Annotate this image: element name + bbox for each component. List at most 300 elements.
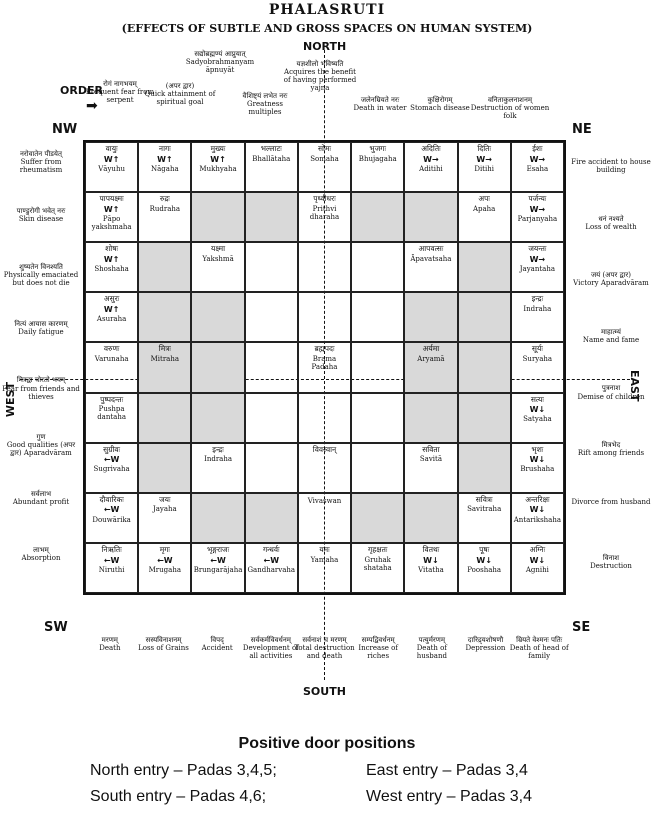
effect-devanagari: जयं (अपर द्वार) bbox=[590, 271, 632, 280]
grid-cell bbox=[138, 192, 191, 242]
effect-text: Absorption bbox=[21, 554, 61, 563]
cell-name: Brushaha bbox=[520, 465, 555, 474]
effect-devanagari: पाण्डुरोगी भवेत् नरः bbox=[16, 206, 66, 215]
north-entry: North entry – Padas 3,4,5; bbox=[90, 762, 277, 779]
effect-devanagari: जलेनम्रियते नरः bbox=[360, 96, 400, 104]
grid-cell bbox=[298, 192, 351, 242]
effect-text: Divorce from husband bbox=[571, 497, 651, 506]
cell-dev: जयः bbox=[159, 494, 171, 504]
cell-name: Shoshaha bbox=[94, 265, 129, 274]
grid-cell bbox=[138, 393, 191, 443]
cell-name: Varunaha bbox=[94, 355, 129, 364]
cell-name: Yakshmā bbox=[202, 254, 234, 263]
cell-dev: अदितिः bbox=[421, 144, 441, 153]
cell-dev: मुख्यः bbox=[210, 144, 226, 153]
grid-cell bbox=[85, 393, 138, 443]
grid-cell bbox=[351, 192, 404, 242]
cell-arrow: W↑ bbox=[157, 154, 173, 164]
grid-cell bbox=[298, 393, 351, 443]
effect-text: Victory Aparadvāram bbox=[573, 279, 649, 288]
effect-text: Loss of wealth bbox=[585, 222, 637, 231]
cell-dev: सुग्रीवः bbox=[103, 444, 121, 454]
effect-label bbox=[294, 636, 356, 660]
cell-name: Douwārika bbox=[92, 515, 131, 524]
grid-cell bbox=[458, 142, 511, 192]
cell-name: Sugrivaha bbox=[93, 465, 130, 474]
effect-devanagari: (अपर द्वार) bbox=[165, 82, 195, 90]
effect-text: Development of all activities bbox=[242, 644, 299, 661]
north-label: NORTH bbox=[303, 40, 347, 53]
grid-cell bbox=[511, 543, 564, 593]
grid-cell bbox=[458, 342, 511, 392]
cell-dev: शोषः bbox=[105, 244, 119, 254]
grid-cell bbox=[511, 443, 564, 493]
cell-name: Mrugaha bbox=[148, 565, 181, 574]
cell-dev: दौवारिकः bbox=[99, 494, 124, 504]
cell-name: Prithvi dharaha bbox=[309, 204, 340, 221]
cell-dev: वितथः bbox=[422, 544, 440, 554]
effect-text: Suffer from rheumatism bbox=[19, 158, 63, 175]
effect-label bbox=[570, 328, 652, 344]
cell-arrow: W↓ bbox=[529, 405, 546, 415]
cell-dev: गन्धर्वः bbox=[262, 544, 280, 554]
cell-dev: यमः bbox=[319, 544, 330, 554]
effect-devanagari: रोगं नागभयम् bbox=[103, 80, 137, 88]
grid-cell bbox=[351, 292, 404, 342]
effect-devanagari: पत्युर्मरणम् bbox=[418, 636, 446, 644]
cell-name: Gandharvaha bbox=[247, 565, 296, 574]
effect-text: Acquires the benefit of having performed yajna bbox=[283, 68, 357, 93]
cell-arrow: W→ bbox=[423, 154, 439, 164]
effect-label bbox=[2, 546, 80, 562]
grid-cell bbox=[511, 242, 564, 292]
effect-label bbox=[79, 636, 141, 652]
effect-text: Greatness multiples bbox=[247, 100, 283, 117]
effect-text: Death of head of family bbox=[509, 644, 569, 661]
grid-cell bbox=[458, 292, 511, 342]
effect-label bbox=[186, 636, 248, 652]
cell-arrow: W↓ bbox=[476, 555, 492, 565]
cell-name: Vivaswan bbox=[307, 496, 342, 505]
grid-cell bbox=[458, 192, 511, 242]
cell-dev: पूषः bbox=[479, 544, 490, 554]
cell-arrow: W→ bbox=[476, 154, 492, 164]
grid-cell bbox=[191, 292, 244, 342]
cell-dev: सोमः bbox=[317, 144, 331, 153]
effect-devanagari: दारिद्र्यशोषणौ bbox=[467, 636, 504, 644]
cell-dev: गृहक्षतः bbox=[368, 544, 388, 554]
cell-name: Aryamā bbox=[417, 355, 445, 364]
effect-devanagari: गुण bbox=[36, 433, 46, 442]
effect-text: Rift among friends bbox=[577, 449, 645, 458]
corner-ne: NE bbox=[572, 122, 592, 137]
cell-dev: भृङ्गराजः bbox=[206, 544, 230, 554]
effect-label bbox=[570, 554, 652, 570]
west-label: WEST bbox=[4, 382, 17, 418]
effect-devanagari: सर्वलाभ bbox=[30, 489, 52, 498]
cell-arrow: W↑ bbox=[103, 204, 120, 214]
grid-cell bbox=[191, 443, 244, 493]
cell-arrow: ←W bbox=[103, 455, 120, 465]
grid-cell bbox=[85, 142, 138, 192]
effect-devanagari: सम्पद्विवर्धनम् bbox=[361, 636, 395, 644]
grid-cell bbox=[351, 142, 404, 192]
cell-arrow: W↑ bbox=[103, 254, 120, 264]
cell-dev: पृथ्वीधरः bbox=[313, 194, 336, 204]
grid-cell bbox=[298, 142, 351, 192]
cell-arrow: ←W bbox=[103, 555, 120, 565]
corner-se: SE bbox=[572, 620, 591, 635]
grid-cell bbox=[404, 142, 457, 192]
footer-title: Positive door positions bbox=[238, 735, 416, 752]
cell-name: Vitatha bbox=[418, 565, 444, 574]
effect-devanagari: सर्वनाशं च मरणम् bbox=[302, 636, 347, 644]
effect-label bbox=[2, 433, 80, 457]
grid-cell bbox=[511, 192, 564, 242]
page-title: PHALASRUTI bbox=[268, 2, 386, 18]
grid-cell bbox=[245, 242, 298, 292]
effect-label bbox=[508, 636, 570, 660]
grid-cell bbox=[298, 543, 351, 593]
grid-cell bbox=[458, 543, 511, 593]
cell-name: Asuraha bbox=[96, 315, 127, 324]
effect-text: Destruction bbox=[590, 562, 632, 571]
grid-cell bbox=[191, 543, 244, 593]
effect-label bbox=[2, 150, 80, 174]
grid-cell bbox=[191, 342, 244, 392]
effect-devanagari: मित्रद्वा चोरतो भयम् bbox=[16, 376, 66, 385]
grid-cell bbox=[85, 493, 138, 543]
effect-label bbox=[570, 158, 652, 174]
effect-label bbox=[570, 384, 652, 400]
effect-label bbox=[347, 636, 409, 660]
grid-cell bbox=[404, 443, 457, 493]
effect-label bbox=[133, 636, 195, 652]
grid-cell bbox=[245, 192, 298, 242]
grid-cell bbox=[351, 242, 404, 292]
grid-cell bbox=[191, 142, 244, 192]
effect-text: Fire accident to house building bbox=[571, 158, 651, 175]
cell-dev: अन्तरिक्षः bbox=[525, 494, 550, 504]
effect-text: Accident bbox=[201, 644, 233, 653]
grid-cell bbox=[511, 342, 564, 392]
cell-name: Rudraha bbox=[149, 204, 181, 213]
cell-name: Somaha bbox=[310, 154, 339, 163]
cell-dev: जयन्तः bbox=[528, 244, 547, 254]
cell-name: Nāgaha bbox=[151, 164, 179, 173]
cell-arrow: W↑ bbox=[210, 154, 226, 164]
cell-arrow: W↑ bbox=[103, 154, 120, 164]
grid-cell bbox=[404, 543, 457, 593]
effect-label bbox=[405, 96, 475, 112]
grid-cell bbox=[85, 543, 138, 593]
effect-label bbox=[455, 636, 517, 652]
effect-text: Loss of Grains bbox=[138, 644, 189, 653]
cell-arrow: W↓ bbox=[529, 505, 546, 515]
cell-dev: भृशः bbox=[531, 444, 544, 454]
effect-devanagari: नरोवातेन पीडयेत् bbox=[20, 150, 62, 158]
grid-cell bbox=[511, 142, 564, 192]
effect-text: Death of husband bbox=[416, 644, 447, 661]
cell-name: Ditihi bbox=[474, 164, 494, 173]
cell-arrow: ←W bbox=[103, 505, 120, 515]
grid-cell bbox=[458, 493, 511, 543]
cell-dev: वरुणः bbox=[103, 344, 120, 354]
grid-cell bbox=[458, 242, 511, 292]
cell-arrow: W↓ bbox=[423, 555, 439, 565]
effect-text: Physically emaciated but does not die bbox=[3, 271, 79, 288]
effect-text: Death bbox=[99, 644, 121, 653]
page-subtitle: (EFFECTS OF SUBTLE AND GROSS SPACES ON HUMAN SYSTEM) bbox=[121, 22, 533, 35]
cell-name: Pooshaha bbox=[467, 565, 502, 574]
grid-cell bbox=[191, 393, 244, 443]
grid-cell bbox=[138, 443, 191, 493]
effect-text: Fear from friends and thieves bbox=[2, 384, 80, 401]
cell-name: Agnihi bbox=[525, 565, 549, 574]
grid-cell bbox=[511, 493, 564, 543]
effect-text: Good qualities (अपर द्वार) Aparadvāram bbox=[6, 441, 76, 458]
grid-cell bbox=[85, 242, 138, 292]
effect-devanagari: सद्योब्रह्मण्यं आप्नुयात् bbox=[194, 50, 246, 58]
cell-dev: मित्रः bbox=[158, 344, 171, 354]
effect-label bbox=[401, 636, 463, 660]
vastu-grid bbox=[83, 140, 566, 595]
cell-dev: पर्जन्यः bbox=[528, 194, 547, 204]
cell-dev: अग्निः bbox=[529, 544, 546, 554]
grid-cell bbox=[138, 493, 191, 543]
grid-cell bbox=[85, 192, 138, 242]
effect-label bbox=[235, 92, 295, 116]
grid-cell bbox=[351, 493, 404, 543]
effect-label bbox=[2, 207, 80, 223]
grid-cell bbox=[245, 292, 298, 342]
cell-dev: सविता bbox=[422, 444, 440, 454]
cell-dev: सूर्यः bbox=[531, 344, 543, 354]
cell-name: Apaha bbox=[472, 204, 496, 213]
effect-label bbox=[2, 376, 80, 400]
effect-label bbox=[2, 490, 80, 506]
cell-dev: अर्यमा bbox=[422, 344, 440, 354]
cell-name: Brama Padaha bbox=[311, 355, 338, 372]
cell-name: Gruhak shataha bbox=[363, 555, 392, 572]
cell-name: Aditihi bbox=[419, 164, 443, 173]
cell-dev: ब्रह्मपदः bbox=[314, 344, 335, 354]
cell-name: Mukhyaha bbox=[199, 164, 237, 173]
effect-text: Demise of children bbox=[577, 392, 645, 401]
cell-dev: पापयक्ष्मः bbox=[99, 194, 124, 204]
grid-cell bbox=[298, 242, 351, 292]
grid-cell bbox=[404, 292, 457, 342]
grid-cell bbox=[298, 292, 351, 342]
cell-dev: इन्द्रः bbox=[531, 294, 544, 304]
effect-text: Skin disease bbox=[18, 214, 64, 223]
order-arrow-icon: ➡ bbox=[86, 98, 98, 114]
corner-sw: SW bbox=[44, 620, 68, 635]
cell-name: Suryaha bbox=[522, 355, 553, 364]
effect-devanagari: माहात्म्यं bbox=[601, 327, 621, 336]
effect-devanagari: नित्यं आयास कारणम् bbox=[14, 319, 68, 328]
grid-cell bbox=[351, 342, 404, 392]
grid-cell bbox=[351, 443, 404, 493]
effect-devanagari: कुक्षिरोगम् bbox=[427, 96, 453, 104]
grid-cell bbox=[351, 543, 404, 593]
effect-devanagari: म्रियते वेश्मनः पतिः bbox=[516, 636, 563, 644]
effect-label bbox=[140, 82, 220, 106]
grid-cell bbox=[85, 292, 138, 342]
cell-name: Satyaha bbox=[523, 415, 552, 424]
cell-name: Jayaha bbox=[152, 505, 177, 514]
cell-arrow: W→ bbox=[529, 254, 546, 264]
grid-cell bbox=[511, 393, 564, 443]
grid-cell bbox=[245, 493, 298, 543]
effect-devanagari: मित्रभेद bbox=[601, 441, 621, 450]
cell-dev: असुरः bbox=[103, 294, 120, 304]
effect-text: Death in water bbox=[353, 104, 407, 113]
cell-name: Bhujagaha bbox=[358, 154, 397, 163]
cell-dev: इन्द्रः bbox=[212, 444, 224, 454]
effect-text: Quick attainment of spiritual goal bbox=[144, 90, 216, 107]
effect-label bbox=[570, 441, 652, 457]
cell-name: Yamaha bbox=[310, 555, 339, 564]
effect-label bbox=[570, 271, 652, 287]
corner-nw: NW bbox=[52, 122, 78, 137]
grid-cell bbox=[191, 192, 244, 242]
grid-cell bbox=[351, 393, 404, 443]
cell-name: Niruthi bbox=[98, 565, 125, 574]
cell-dev: पुष्पदन्तः bbox=[100, 394, 124, 404]
grid-cell bbox=[138, 342, 191, 392]
cell-dev: सत्यः bbox=[530, 394, 544, 404]
order-label: ORDER bbox=[60, 84, 103, 97]
cell-name: Parjanyaha bbox=[517, 214, 558, 223]
cell-arrow: W↑ bbox=[103, 304, 120, 314]
grid-cell bbox=[404, 242, 457, 292]
grid-cell bbox=[138, 142, 191, 192]
cell-arrow: W↓ bbox=[529, 455, 546, 465]
effect-text: Daily fatigue bbox=[18, 327, 64, 336]
cell-dev: दितिः bbox=[477, 144, 491, 153]
grid-cell bbox=[245, 342, 298, 392]
south-label: SOUTH bbox=[303, 685, 346, 698]
effect-text: Stomach disease bbox=[410, 104, 470, 113]
grid-cell bbox=[245, 142, 298, 192]
cell-name: Savitraha bbox=[467, 505, 502, 514]
grid-cell bbox=[85, 443, 138, 493]
cell-arrow: ←W bbox=[157, 555, 173, 565]
cell-arrow: W↓ bbox=[529, 555, 546, 565]
effect-label bbox=[570, 498, 652, 506]
cell-arrow: ←W bbox=[263, 555, 280, 565]
cell-dev: भुजगः bbox=[369, 144, 386, 153]
grid-cell bbox=[138, 543, 191, 593]
cell-arrow: ←W bbox=[210, 555, 226, 565]
cell-name: Antarikshaha bbox=[513, 515, 562, 524]
cell-name: Brungarājaha bbox=[193, 565, 243, 574]
effect-text: Sadyobrahmanyam āpnuyāt bbox=[185, 58, 255, 75]
grid-cell bbox=[138, 242, 191, 292]
cell-dev: आपवत्सः bbox=[418, 244, 444, 254]
grid-cell bbox=[245, 543, 298, 593]
cell-dev: वायुः bbox=[105, 144, 118, 153]
cell-name: Indraha bbox=[204, 455, 233, 464]
cell-dev: सवित्रः bbox=[475, 494, 493, 504]
cell-dev: ईशः bbox=[532, 144, 543, 153]
grid-cell bbox=[191, 242, 244, 292]
cell-name: Jayantaha bbox=[519, 265, 556, 274]
cell-dev: निऋतिः bbox=[101, 544, 122, 554]
effect-label bbox=[2, 320, 80, 336]
grid-cell bbox=[85, 342, 138, 392]
grid-cell bbox=[298, 443, 351, 493]
effect-label bbox=[240, 636, 302, 660]
effect-devanagari: सस्यविनाशनम् bbox=[145, 636, 182, 644]
south-entry: South entry – Padas 4,6; bbox=[90, 788, 267, 805]
grid-cell bbox=[511, 292, 564, 342]
effect-devanagari: मरणम् bbox=[101, 636, 118, 644]
cell-name: Vāyuhu bbox=[98, 164, 125, 173]
effect-label bbox=[570, 215, 652, 231]
effect-devanagari: वैशिष्ट्यं लभेत नरः bbox=[242, 92, 288, 100]
cell-dev: विवस्वान् bbox=[312, 444, 337, 454]
effect-text: Increase of riches bbox=[358, 644, 398, 661]
effect-text: Frequent fear from serpent bbox=[85, 88, 155, 105]
grid-cell bbox=[458, 393, 511, 443]
cell-dev: अपः bbox=[478, 194, 490, 204]
grid-cell bbox=[404, 493, 457, 543]
grid-cell bbox=[298, 342, 351, 392]
cell-dev: भल्लाटः bbox=[260, 144, 282, 153]
effect-label bbox=[2, 263, 80, 287]
effect-text: Depression bbox=[465, 644, 506, 653]
effect-devanagari: सर्वकर्मविवर्धनम् bbox=[250, 636, 291, 644]
effect-label bbox=[470, 96, 550, 120]
effect-text: Name and fame bbox=[582, 335, 640, 344]
effect-text: Destruction of women folk bbox=[470, 104, 550, 121]
effect-devanagari: शुष्यतेन विनश्यति bbox=[19, 263, 63, 272]
grid-cell bbox=[458, 443, 511, 493]
effect-devanagari: पुत्रनाश bbox=[601, 384, 621, 393]
cell-name: Pushpa dantaha bbox=[97, 405, 127, 422]
grid-cell bbox=[245, 393, 298, 443]
cell-dev: यक्ष्मा bbox=[210, 244, 226, 254]
effect-text: Total destruction and death bbox=[294, 644, 355, 661]
cell-name: Bhallātaha bbox=[252, 154, 291, 163]
cell-dev: रुद्रः bbox=[159, 194, 170, 204]
west-entry: West entry – Padas 3,4 bbox=[366, 788, 533, 805]
effect-devanagari: धनं नश्यते bbox=[598, 214, 624, 223]
cell-name: Pāpo yakshmaha bbox=[91, 214, 132, 231]
cell-name: Savitā bbox=[419, 455, 443, 464]
effect-devanagari: यज्ञशीलो भविष्यति bbox=[296, 60, 344, 68]
effect-devanagari: वनिताकुलनाशनम् bbox=[487, 96, 533, 104]
cell-arrow: W→ bbox=[529, 204, 546, 214]
cell-name: Esaha bbox=[526, 164, 549, 173]
grid-cell bbox=[245, 443, 298, 493]
grid-cell bbox=[404, 192, 457, 242]
east-entry: East entry – Padas 3,4 bbox=[366, 762, 528, 779]
cell-dev: मृगः bbox=[159, 544, 170, 554]
effect-text: Abundant profit bbox=[12, 497, 70, 506]
grid-cell bbox=[404, 342, 457, 392]
cell-name: Āpavatsaha bbox=[410, 254, 452, 263]
effect-devanagari: विपद् bbox=[210, 636, 224, 644]
cell-name: Indraha bbox=[523, 304, 552, 313]
east-label: EAST bbox=[628, 370, 641, 402]
cell-name: Mitraha bbox=[150, 355, 180, 364]
effect-devanagari: विनाश bbox=[602, 554, 620, 563]
grid-cell bbox=[138, 292, 191, 342]
grid-cell bbox=[191, 493, 244, 543]
